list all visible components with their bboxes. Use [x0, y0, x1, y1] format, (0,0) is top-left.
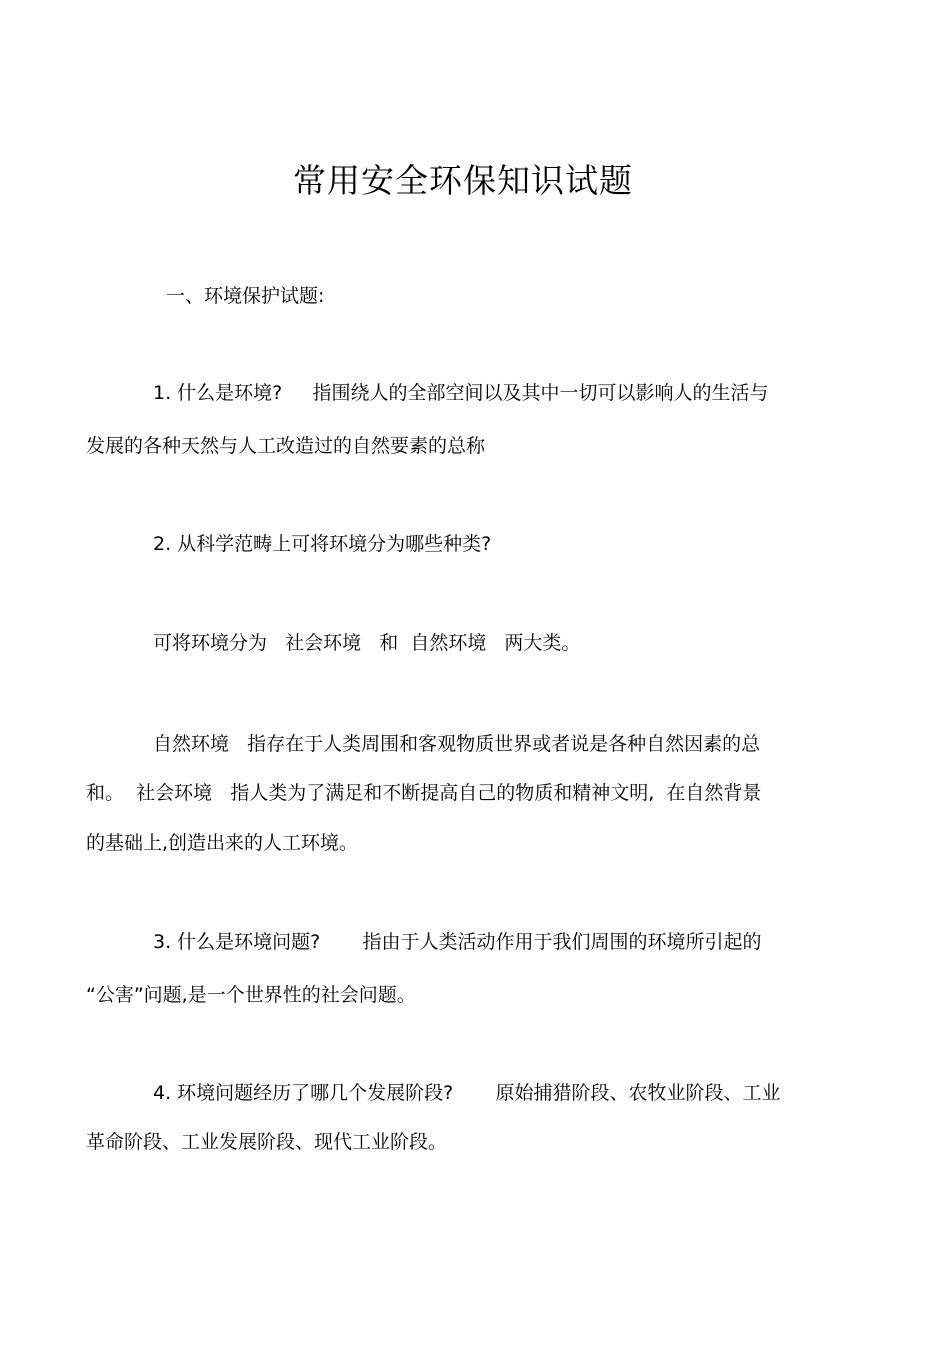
- question-4-line-2: 革命阶段、工业发展阶段、现代工业阶段。: [86, 1131, 448, 1153]
- question-3-line-1: 3. 什么是环境问题? 指由于人类活动作用于我们周围的环境所引起的: [153, 931, 762, 953]
- question-2-line-1: 2. 从科学范畴上可将环境分为哪些种类?: [153, 533, 492, 555]
- document-title: 常用安全环保知识试题: [293, 161, 633, 200]
- answer-2-line-1: 可将环境分为 社会环境 和 自然环境 两大类。: [153, 632, 581, 654]
- question-1-line-1: 1. 什么是环境? 指围绕人的全部空间以及其中一切可以影响人的生活与: [153, 382, 769, 404]
- answer-2b-line-3: 的基础上,创造出来的人工环境。: [86, 832, 359, 854]
- question-3-line-2: “公害”问题,是一个世界性的社会问题。: [86, 984, 416, 1006]
- question-1-line-2: 发展的各种天然与人工改造过的自然要素的总称: [86, 435, 486, 457]
- section-heading: 一、环境保护试题:: [166, 285, 325, 307]
- answer-2b-line-1: 自然环境 指存在于人类周围和客观物质世界或者说是各种自然因素的总: [153, 733, 761, 755]
- question-4-line-1: 4. 环境问题经历了哪几个发展阶段? 原始捕猎阶段、农牧业阶段、工业: [153, 1082, 781, 1104]
- answer-2b-line-2: 和。 社会环境 指人类为了满足和不断提高自己的物质和精神文明, 在自然背景: [86, 782, 762, 804]
